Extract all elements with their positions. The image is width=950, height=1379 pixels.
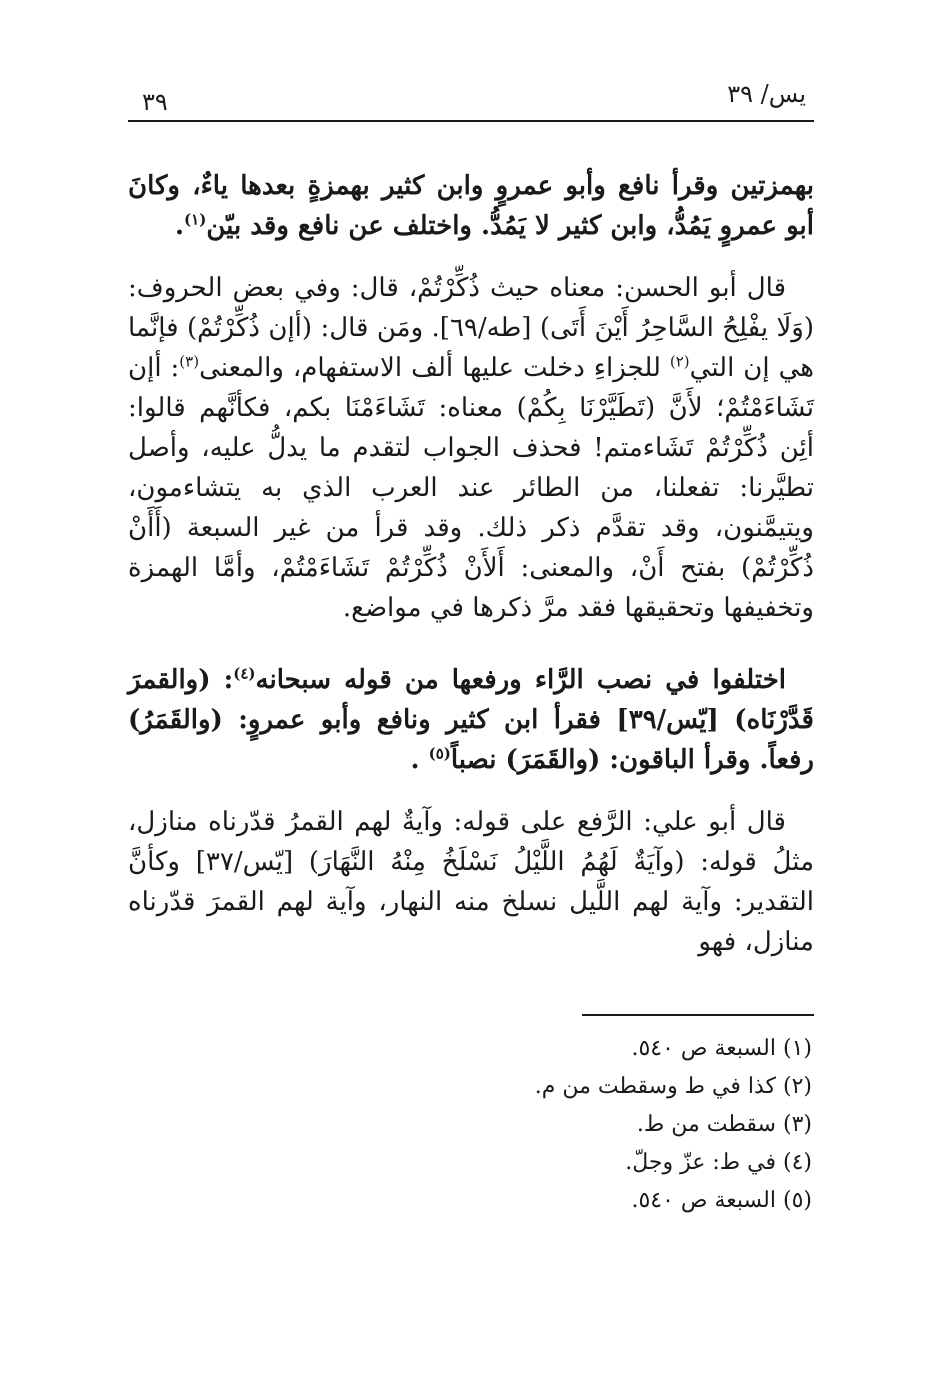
book-page — [128, 60, 814, 1220]
footnote-1: (١) السبعة ص ٥٤٠. — [631, 1036, 812, 1061]
paragraph-4 — [128, 802, 814, 962]
paragraph-3-text: اختلفوا في نصب الرَّاء ورفعها من قوله سبحانه — [255, 665, 787, 695]
footnote-4: (٤) في ط: عزّ وجلّ. — [625, 1150, 812, 1175]
page-header — [128, 60, 814, 122]
footnote-ref-3: (٣) — [179, 352, 200, 371]
running-title: يس/ ٣٩ — [727, 80, 806, 108]
paragraph-3-tail-2: . — [410, 745, 420, 775]
paragraph-2-text: قال أبو الحسن: معناه حيث ذُكِّرْتُمْ، قال: وفي بعض الحروف: (وَلَا يفْلِحُ السَّاحِرُ أَيْنَ أَتَى) [طه/٦٩]. ومَن قال: (أإن ذُكِّرْتُمْ) فإنَّما هي إن التي — [128, 273, 814, 383]
footnote-separator — [582, 1014, 814, 1016]
paragraph-2-text-3: : أإن تَشَاءَمْتُمْ؛ لأَنَّ (تَطَيَّرْنَا بِكُمْ) معناه: تَشَاءَمْنَا بكم، فكأنَّهم قالوا: أئِن ذُكِّرْتُمْ تَشَاءمتم! فحذف الجواب لتقدم ما يدلُّ عليه، وأصل تطيَّرنا: تفعلنا، من الطائر عند العرب الذي به يتشاءمون، ويتيمَّنون، وقد تقدَّم ذكر ذلك. وقد قرأ من غير السبعة (أَأَنْ ذُكِّرْتُمْ) بفتح أَنْ، والمعنى: أَلأَنْ ذُكِّرْتُمْ تَشَاءَمْتُمْ، وأمَّا الهمزة وتخفيفها وتحقيقها فقد مرَّ ذكرها في مواضع. — [128, 353, 814, 623]
paragraph-4-text: قال أبو علي: الرَّفع على قوله: وآيةٌ لهم القمرُ قدّرناه منازل، مثلُ قوله: (وآيَةٌ لَهُمُ اللَّيْلُ نَسْلَخُ مِنْهُ النَّهَارَ) [يّس/٣٧] وكأنَّ التقدير: وآية لهم اللَّيل نسلخ منه النهار، وآية لهم القمرَ قدّرناه منازل، فهو — [128, 807, 814, 957]
footnote-ref-5: (٥) — [428, 744, 451, 763]
paragraph-3 — [128, 660, 814, 780]
paragraph-2 — [128, 268, 814, 628]
page-number: ٣٩ — [142, 88, 168, 116]
footnote-5: (٥) السبعة ص ٥٤٠. — [631, 1188, 812, 1213]
paragraph-1-tail: . — [174, 211, 185, 241]
footnote-2: (٢) كذا في ط وسقطت من م. — [534, 1074, 812, 1099]
paragraph-2-text-2: للجزاءِ دخلت عليها ألف الاستفهام، والمعنى — [199, 353, 661, 383]
paragraph-3-tail: : (والقمرَ قَدَّرْنَاه) [يّس/٣٩] فقرأ ابن كثير ونافع وأبو عمروٍ: (والقَمَرُ) رفعاً. وقرأ الباقون: (والقَمَرَ) نصباً — [128, 665, 814, 775]
paragraph-1 — [128, 166, 814, 246]
footnote-ref-2: (٢) — [669, 352, 690, 371]
footnote-ref-4: (٤) — [233, 664, 256, 683]
paragraph-1-text: بهمزتين وقرأ نافع وأبو عمروٍ وابن كثير بهمزةٍ بعدها ياءٌ، وكانَ أبو عمروٍ يَمُدُّ، وابن كثير لا يَمُدُّ. واختلف عن نافع وقد بيّن — [128, 171, 814, 241]
footnote-ref-1: (١) — [184, 210, 207, 229]
footnotes — [128, 1030, 814, 1220]
footnote-3: (٣) سقطت من ط. — [636, 1112, 812, 1137]
